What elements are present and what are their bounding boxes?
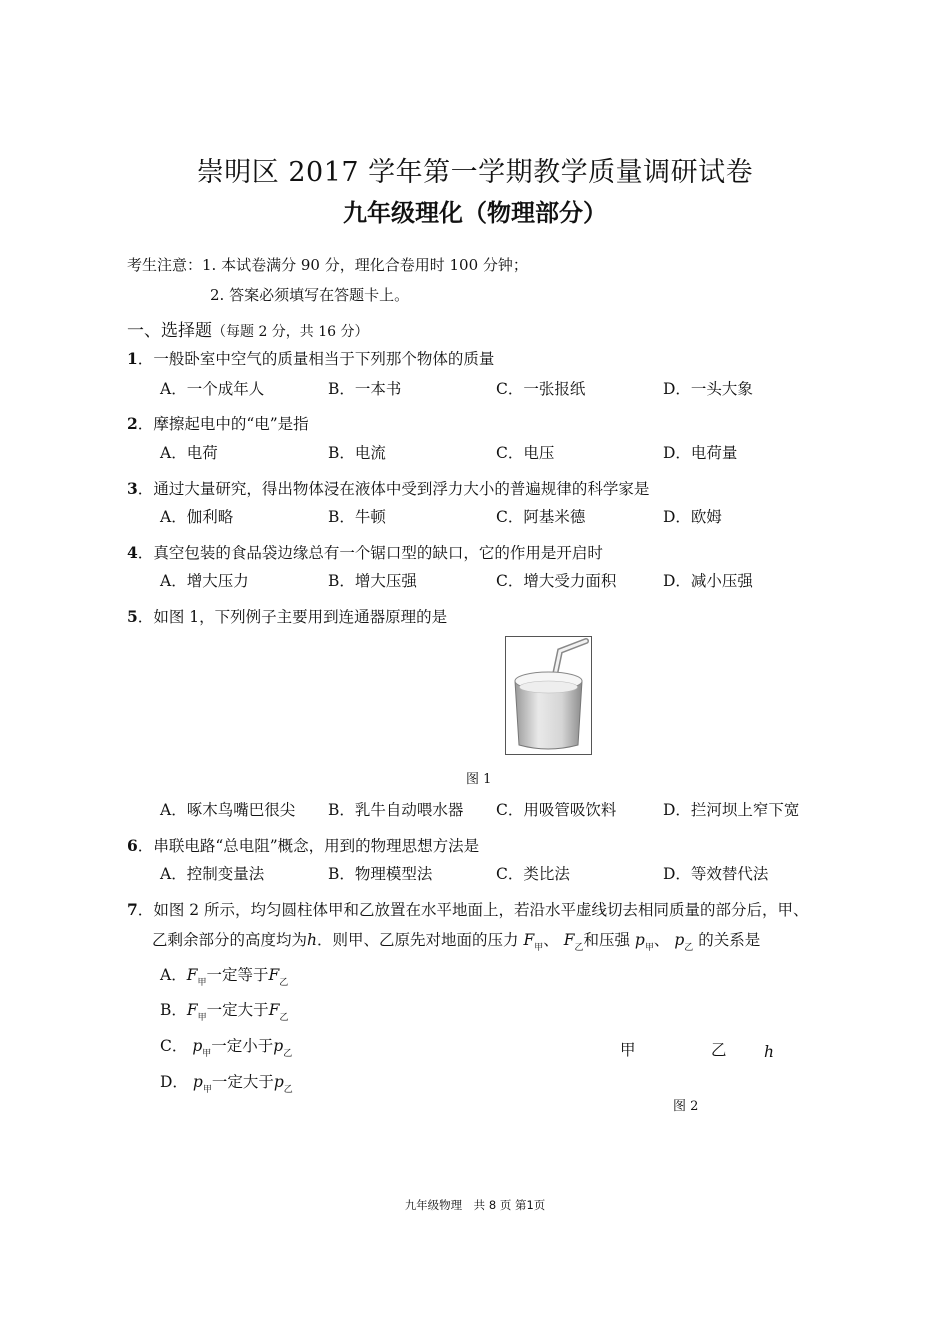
question-7-line-1: 7．如图 2 所示，均匀圆柱体甲和乙放置在水平地面上，若沿水平虚线切去相同质量的部分后，甲、	[127, 900, 809, 919]
question-text: 通过大量研究，得出物体浸在液体中受到浮力大小的普遍规律的科学家是	[153, 480, 650, 498]
q1-option-d: D．一头大象	[663, 380, 753, 398]
q7-text-part-d: 的关系是	[698, 931, 761, 949]
q3-option-b: B．牛顿	[328, 508, 386, 526]
question-number: 4	[127, 543, 138, 562]
question-number: 6	[127, 836, 138, 855]
q5-option-d: D．拦河坝上窄下宽	[663, 801, 800, 819]
notice-prefix: 考生注意：	[127, 256, 203, 274]
notice-item-1: 1. 本试卷满分 90 分，理化合卷用时 100 分钟；	[202, 256, 528, 274]
question-text: 摩擦起电中的“电”是指	[153, 415, 309, 433]
figure-2-label-yi: 乙	[711, 1041, 727, 1059]
question-1: 1．一般卧室中空气的质量相当于下列那个物体的质量	[127, 349, 495, 368]
q7-option-c	[160, 1034, 292, 1059]
option-relation: 一定大于	[206, 1001, 269, 1019]
option-relation: 一定等于	[206, 966, 269, 984]
q6-option-b: B．物理模型法	[328, 865, 433, 883]
q7-var-p: p	[674, 931, 685, 949]
option-label: C．	[160, 1037, 188, 1055]
q5-option-b: B．乳牛自动喂水器	[328, 801, 464, 819]
question-3: 3．通过大量研究，得出物体浸在液体中受到浮力大小的普遍规律的科学家是	[127, 479, 650, 498]
q7-option-d	[160, 1070, 293, 1095]
q7-sub-yi: 乙	[684, 943, 694, 953]
q7-sep: 、	[543, 931, 559, 949]
q2-option-b: B．电流	[328, 444, 386, 462]
q4-option-c: C．增大受力面积	[496, 572, 617, 590]
question-number: 2	[127, 414, 138, 433]
q7-sub-jia: 甲	[644, 943, 654, 953]
option-sub: 甲	[197, 1013, 207, 1023]
option-var: F	[186, 1001, 198, 1019]
q1-option-b: B．一本书	[328, 380, 402, 398]
q1-option-c: C．一张报纸	[496, 380, 586, 398]
figure-1-caption: 图 1	[466, 772, 492, 787]
milk-surface	[520, 681, 578, 693]
q7-sub-yi: 乙	[574, 943, 584, 953]
question-6: 6．串联电路“总电阻”概念，用到的物理思想方法是	[127, 836, 480, 855]
option-var: p	[192, 1037, 203, 1055]
option-var: p	[192, 1073, 203, 1091]
q1-option-a: A．一个成年人	[160, 380, 265, 398]
q4-option-d: D．减小压强	[663, 572, 753, 590]
q6-option-d: D．等效替代法	[663, 865, 769, 883]
exam-title: 崇明区 2017 学年第一学期教学质量调研试卷	[196, 157, 754, 188]
section-heading	[127, 316, 369, 341]
option-var: F	[186, 966, 198, 984]
question-number: 7	[127, 900, 138, 919]
q7-option-a	[160, 963, 288, 988]
option-sub: 甲	[202, 1085, 212, 1095]
option-sub: 乙	[279, 978, 289, 988]
q6-option-c: C．类比法	[496, 865, 570, 883]
q7-sub-jia: 甲	[534, 943, 544, 953]
figure-2-label-jia: 甲	[620, 1041, 636, 1059]
question-text: 一般卧室中空气的质量相当于下列那个物体的质量	[153, 350, 495, 368]
question-text: 真空包装的食品袋边缘总有一个锯口型的缺口，它的作用是开启时	[153, 544, 603, 562]
option-label: B．	[160, 1001, 187, 1019]
q7-text-part-c: 和压强	[583, 931, 630, 949]
q2-option-c: C．电压	[496, 444, 555, 462]
q5-option-a: A．啄木鸟嘴巴很尖	[160, 801, 296, 819]
q7-option-b	[160, 998, 288, 1023]
question-text: 如图 1，下列例子主要用到连通器原理的是	[153, 608, 448, 626]
q7-var-f: F	[523, 931, 535, 949]
option-relation: 一定小于	[211, 1037, 274, 1055]
q4-option-b: B．增大压强	[328, 572, 417, 590]
option-label: D．	[160, 1073, 188, 1091]
option-label: A．	[160, 966, 187, 984]
exam-subtitle: 九年级理化（物理部分）	[343, 199, 607, 227]
option-relation: 一定大于	[211, 1073, 274, 1091]
question-text: 如图 2 所示，均匀圆柱体甲和乙放置在水平地面上，若沿水平虚线切去相同质量的部分后，甲、	[153, 901, 809, 919]
q2-option-d: D．电荷量	[663, 444, 738, 462]
question-4: 4．真空包装的食品袋边缘总有一个锯口型的缺口，它的作用是开启时	[127, 543, 603, 562]
figure-1-image	[505, 636, 592, 755]
question-7-line-2	[152, 928, 760, 953]
q7-var-f: F	[563, 931, 575, 949]
figure-2-label-h: h	[764, 1043, 774, 1061]
q7-text-part-a: 乙剩余部分的高度均为	[152, 931, 308, 949]
glass-with-straw-illustration	[506, 637, 591, 754]
q3-option-c: C．阿基米德	[496, 508, 586, 526]
q7-text-part-b: ．则甲、乙原先对地面的压力	[317, 931, 519, 949]
option-sub: 甲	[197, 978, 207, 988]
q7-var-p: p	[634, 931, 645, 949]
option-sub: 乙	[279, 1013, 289, 1023]
q3-option-d: D．欧姆	[663, 508, 722, 526]
q4-option-a: A．增大压力	[160, 572, 249, 590]
figure-2-caption: 图 2	[673, 1099, 699, 1114]
notice-item-2: 2. 答案必须填写在答题卡上。	[210, 286, 410, 304]
section-note: （每题 2 分，共 16 分）	[212, 324, 369, 340]
q5-option-c: C．用吸管吸饮料	[496, 801, 617, 819]
option-sub: 乙	[283, 1049, 293, 1059]
option-var: p	[273, 1037, 284, 1055]
question-number: 1	[127, 349, 138, 368]
q2-option-a: A．电荷	[160, 444, 218, 462]
q7-sep: 、	[653, 931, 670, 949]
question-2: 2．摩擦起电中的“电”是指	[127, 414, 309, 433]
q6-option-a: A．控制变量法	[160, 865, 265, 883]
q3-option-a: A．伽利略	[160, 508, 234, 526]
option-sub: 甲	[202, 1049, 212, 1059]
question-5: 5．如图 1，下列例子主要用到连通器原理的是	[127, 607, 448, 626]
option-var: p	[273, 1073, 284, 1091]
notice-line-1	[127, 254, 528, 275]
q7-var-h: h	[307, 931, 317, 949]
question-text: 串联电路“总电阻”概念，用到的物理思想方法是	[153, 837, 480, 855]
option-sub: 乙	[283, 1085, 293, 1095]
page-footer: 九年级物理 共 8 页 第1页	[404, 1198, 546, 1212]
section-title: 一、选择题	[127, 321, 212, 341]
option-var: F	[268, 966, 280, 984]
question-number: 3	[127, 479, 138, 498]
option-var: F	[268, 1001, 280, 1019]
question-number: 5	[127, 607, 138, 626]
